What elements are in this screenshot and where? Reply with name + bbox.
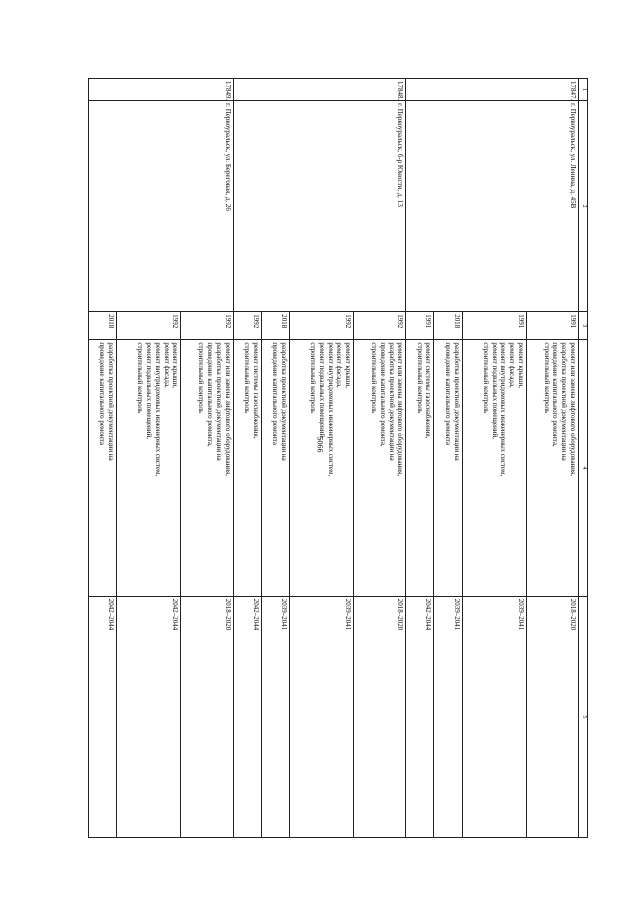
period-cell: 2042–2044 <box>233 596 261 837</box>
year-cell: 1992 <box>181 312 233 340</box>
period-cell: 2018–2020 <box>181 596 233 837</box>
table-body <box>89 79 579 838</box>
year-cell: 1991 <box>406 312 434 340</box>
header-col-3: 3 <box>579 312 588 340</box>
repair-schedule-table <box>88 78 588 838</box>
address-cell: г. Первоуральск, ул. Береговая, д. 26 <box>89 101 234 312</box>
table-row <box>526 79 578 838</box>
header-col-2: 2 <box>579 101 588 312</box>
year-cell: 2018 <box>261 312 289 340</box>
period-cell: 2018–2020 <box>354 596 406 837</box>
header-col-4: 4 <box>579 340 588 596</box>
work-types-cell: разработка проектной документации на проведение капитального ремонта <box>89 340 117 596</box>
period-cell: 2039–2041 <box>462 596 526 837</box>
year-cell: 1991 <box>526 312 578 340</box>
year-cell: 2018 <box>89 312 117 340</box>
table-row <box>181 79 233 838</box>
work-types-cell: ремонт крыши, ремонт фасада, ремонт внутридомовых инженерных систем, ремонт подвальных помещений, строительный контроль <box>462 340 526 596</box>
period-cell: 2018–2020 <box>526 596 578 837</box>
year-cell: 1992 <box>354 312 406 340</box>
header-col-5: 5 <box>579 596 588 837</box>
address-cell: г. Первоуральск, б-р Юности, д. 13 <box>233 101 406 312</box>
period-cell: 2042–2044 <box>406 596 434 837</box>
address-cell: г. Первоуральск, ул. Ленина, д. 45В <box>406 101 579 312</box>
row-number-cell: 17847. <box>406 79 579 101</box>
work-types-cell: ремонт крыши, ремонт фасада, ремонт внутридомовых инженерных систем, ремонт подвальных помещений, строительный контроль <box>117 340 181 596</box>
work-types-cell: ремонт крыши, ремонт фасада, ремонт внутридомовых инженерных систем, ремонт подвальных помещений, строительный контроль <box>289 340 353 596</box>
work-types-cell: ремонт системы газоснабжения, строительный контроль <box>406 340 434 596</box>
row-number-cell: 17848. <box>233 79 406 101</box>
work-types-cell: ремонт или замена лифтового оборудования, разработка проектной документации на проведение капитального ремонта, строительный контроль <box>526 340 578 596</box>
year-cell: 2018 <box>434 312 462 340</box>
period-cell: 2039–2041 <box>434 596 462 837</box>
row-number-cell: 17849. <box>89 79 234 101</box>
period-cell: 2039–2041 <box>261 596 289 837</box>
work-types-cell: разработка проектной документации на проведение капитального ремонта <box>434 340 462 596</box>
page-number: 5066 <box>315 436 325 453</box>
header-col-1: 1 <box>579 79 588 101</box>
year-cell: 1991 <box>462 312 526 340</box>
rotated-table-wrapper <box>88 78 588 838</box>
table-row <box>354 79 406 838</box>
period-cell: 2039–2041 <box>289 596 353 837</box>
work-types-cell: ремонт системы газоснабжения, строительный контроль <box>233 340 261 596</box>
header-row <box>579 79 588 838</box>
work-types-cell: разработка проектной документации на проведение капитального ремонта <box>261 340 289 596</box>
year-cell: 1992 <box>289 312 353 340</box>
period-cell: 2042–2044 <box>89 596 117 837</box>
period-cell: 2042–2044 <box>117 596 181 837</box>
work-types-cell: ремонт или замена лифтового оборудования, разработка проектной документации на проведение капитального ремонта, строительный контроль <box>354 340 406 596</box>
year-cell: 1992 <box>233 312 261 340</box>
work-types-cell: ремонт или замена лифтового оборудования, разработка проектной документации на проведение капитального ремонта, строительный контроль <box>181 340 233 596</box>
year-cell: 1992 <box>117 312 181 340</box>
